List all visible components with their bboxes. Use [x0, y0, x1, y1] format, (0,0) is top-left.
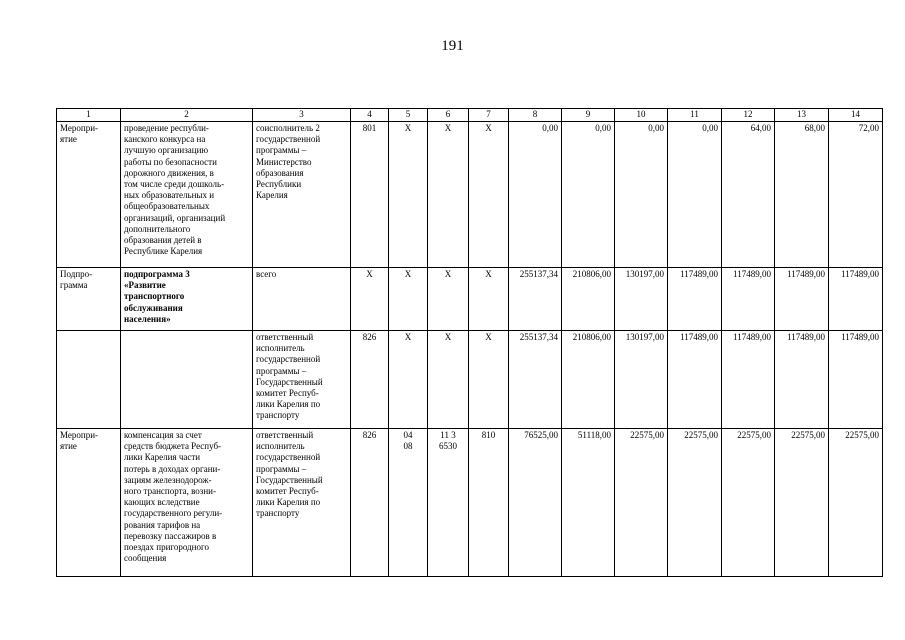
value-cell: X — [428, 268, 469, 331]
value-cell: X — [389, 122, 428, 268]
amount-cell: 22575,00 — [615, 429, 668, 577]
amount-cell: 117489,00 — [829, 268, 883, 331]
amount-cell: 72,00 — [829, 122, 883, 268]
value-cell: X — [469, 268, 509, 331]
amount-cell: 22575,00 — [668, 429, 722, 577]
value-cell: X — [469, 331, 509, 429]
column-header: 5 — [389, 109, 428, 122]
amount-cell: 0,00 — [668, 122, 722, 268]
table-row — [57, 429, 883, 577]
value-cell: 801 — [351, 122, 389, 268]
budget-table — [56, 108, 883, 577]
column-header: 7 — [469, 109, 509, 122]
status-cell: Меропри- ятие — [57, 429, 121, 577]
column-header: 12 — [722, 109, 775, 122]
table-row — [57, 268, 883, 331]
amount-cell: 130197,00 — [615, 331, 668, 429]
column-header: 14 — [829, 109, 883, 122]
name-cell — [121, 331, 253, 429]
amount-cell: 0,00 — [615, 122, 668, 268]
value-cell: X — [428, 122, 469, 268]
executor-cell: всего — [253, 268, 351, 331]
column-header: 11 — [668, 109, 722, 122]
amount-cell: 22575,00 — [829, 429, 883, 577]
value-cell: X — [389, 331, 428, 429]
executor-cell: ответственный исполнитель государственной программы – Государственный комитет Респуб- лики Карелия по транспорту — [253, 429, 351, 577]
amount-cell: 117489,00 — [829, 331, 883, 429]
value-cell: 826 — [351, 429, 389, 577]
amount-cell: 130197,00 — [615, 268, 668, 331]
amount-cell: 68,00 — [775, 122, 829, 268]
value-cell: 11 3 6530 — [428, 429, 469, 577]
value-cell: 826 — [351, 331, 389, 429]
status-cell: Меропри- ятие — [57, 122, 121, 268]
amount-cell: 0,00 — [562, 122, 615, 268]
amount-cell: 22575,00 — [722, 429, 775, 577]
name-cell: проведение республи- канского конкурса на лучшую организацию работы по безопасности дорожного движения, в том числе среди дошколь- ных образовательных и общеобразовательных организаций, организаций дополнительного образования детей в Республике Карелия — [121, 122, 253, 268]
amount-cell: 117489,00 — [775, 331, 829, 429]
amount-cell: 51118,00 — [562, 429, 615, 577]
value-cell: X — [428, 331, 469, 429]
amount-cell: 22575,00 — [775, 429, 829, 577]
column-header: 1 — [57, 109, 121, 122]
amount-cell: 255137,34 — [509, 331, 562, 429]
amount-cell: 210806,00 — [562, 331, 615, 429]
column-header: 6 — [428, 109, 469, 122]
amount-cell: 76525,00 — [509, 429, 562, 577]
executor-cell: соисполнитель 2 государственной программы – Министерство образования Республики Карелия — [253, 122, 351, 268]
name-cell: компенсация за счет средств бюджета Респуб- лики Карелия части потерь в доходах органи- зациям железнодорож- ного транспорта, возни- кающих вследствие государственного регули- рования тарифов на перевозку пассажиров в поездах пригородного сообщения — [121, 429, 253, 577]
value-cell: 04 08 — [389, 429, 428, 577]
table-row — [57, 122, 883, 268]
amount-cell: 117489,00 — [722, 331, 775, 429]
column-header: 8 — [509, 109, 562, 122]
amount-cell: 255137,34 — [509, 268, 562, 331]
amount-cell: 117489,00 — [668, 331, 722, 429]
amount-cell: 210806,00 — [562, 268, 615, 331]
header-row — [57, 109, 883, 122]
column-header: 13 — [775, 109, 829, 122]
status-cell — [57, 331, 121, 429]
value-cell: X — [469, 122, 509, 268]
amount-cell: 0,00 — [509, 122, 562, 268]
status-cell: Подпро- грамма — [57, 268, 121, 331]
executor-cell: ответственный исполнитель государственной программы – Государственный комитет Респуб- лики Карелия по транспорту — [253, 331, 351, 429]
column-header: 3 — [253, 109, 351, 122]
amount-cell: 117489,00 — [668, 268, 722, 331]
column-header: 9 — [562, 109, 615, 122]
value-cell: X — [389, 268, 428, 331]
amount-cell: 117489,00 — [775, 268, 829, 331]
amount-cell: 117489,00 — [722, 268, 775, 331]
value-cell: X — [351, 268, 389, 331]
value-cell: 810 — [469, 429, 509, 577]
column-header: 2 — [121, 109, 253, 122]
page-number: 191 — [441, 38, 464, 54]
column-header: 4 — [351, 109, 389, 122]
column-header: 10 — [615, 109, 668, 122]
name-cell: подпрограмма 3 «Развитие транспортного обслуживания населения» — [121, 268, 253, 331]
table-row — [57, 331, 883, 429]
amount-cell: 64,00 — [722, 122, 775, 268]
